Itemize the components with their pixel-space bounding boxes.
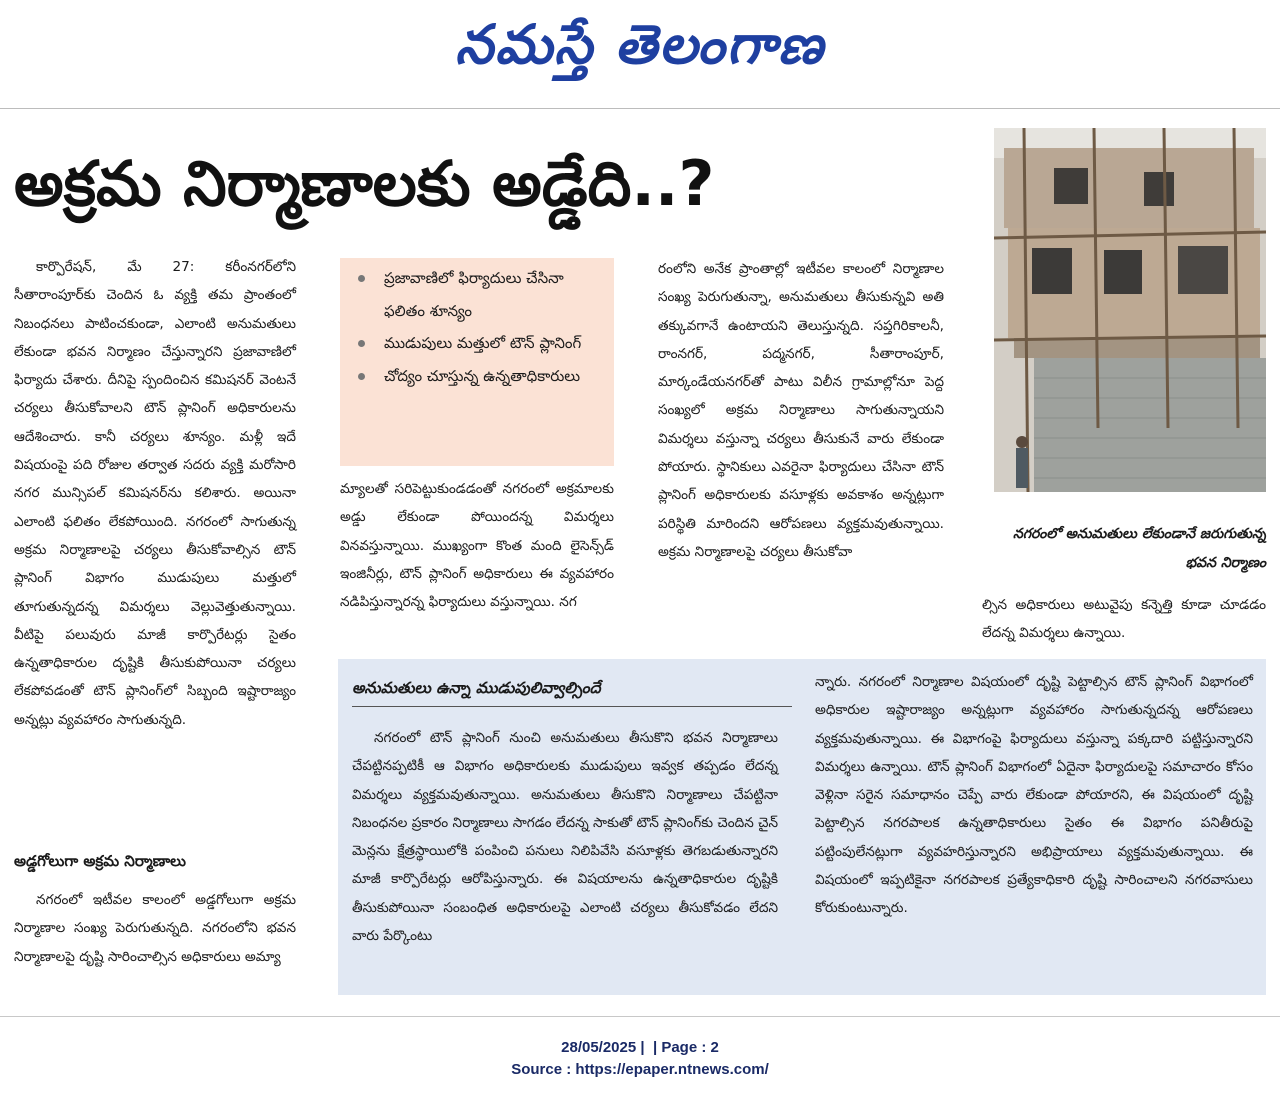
page-number: Page : 2 — [661, 1039, 719, 1056]
box-heading: అనుమతులు ఉన్నా ముడుపులివ్వాల్సిందే — [352, 679, 601, 697]
separator: | — [640, 1039, 645, 1056]
box-heading-underline — [352, 706, 792, 707]
newspaper-logo: నమస్తే తెలంగాణ — [455, 13, 825, 76]
footer-divider — [0, 1016, 1280, 1017]
article-column-1 — [14, 253, 296, 734]
article-paragraph: మ్యాలతో సరిపెట్టుకుండడంతో నగరంలో అక్రమాలకు అడ్డు లేకుండా పోయిందన్న విమర్శలు వినవస్తున్నాయి. ముఖ్యంగా కొంత మంది లైసెన్స్‌డ్ ఇంజినీర్లు, టౌన్ ప్లానింగ్ అధికారులు ఈ వ్యవహారం నడిపిస్తున్నారన్న ఫిర్యాదులు వస్తున్నాయి. నగ — [340, 481, 614, 611]
article-headline: అక్రమ నిర్మాణాలకు అడ్డేది..? — [14, 147, 715, 220]
highlight-text: చోద్యం చూస్తున్న ఉన్నతాధికారులు — [384, 366, 581, 385]
construction-photo — [994, 128, 1266, 492]
box-paragraph: న్నారు. నగరంలో నిర్మాణాల విషయంలో దృష్టి పెట్టాల్సిన టౌన్ ప్లానింగ్ విభాగంలో అధికారుల ఇష్టారాజ్యం అన్నట్లుగా వ్యవహారం సాగుతున్నదన్న ఆరోపణలు వ్యక్తమవుతున్నాయి. ఈ విభాగంపై ఫిర్యాదులు వస్తున్నా పక్కదారి పట్టిస్తున్నారని విమర్శలు ఉన్నాయి. టౌన్ ప్లానింగ్ విభాగంలో ఏదైనా ఫిర్యాదులపై సమాచారం కోసం వెళ్లినా సరైన సమాధానం చెప్పే వారు లేకుండా పోయారని, ఈ విషయంలో దృష్టి పెట్టాల్సిన నగరపాలక ఉన్నతాధికారులు సైతం ఈ విభాగం పనితీరుపై పట్టింపులేనట్లుగా వ్యవహరిస్తున్నారని అభిప్రాయాలు వ్యక్తమవుతున్నాయి. ఈ విషయంలో ఇప్పటికైనా నగరపాలక ప్రత్యేకాధికారి దృష్టి సారించాలని నగరవాసులు కోరుకుంటున్నారు. — [815, 674, 1253, 917]
box-paragraph: నగరంలో టౌన్ ప్లానింగ్ నుంచి అనుమతులు తీసుకొని భవన నిర్మాణాలు చేపట్టినప్పటికీ ఆ విభాగం అధికారులకు ముడుపులు ఇవ్వక తప్పడం లేదన్న విమర్శలు వ్యక్తమవుతున్నాయి. అనుమతులు తీసుకొని నిర్మాణాలు చేపట్టినా నిబంధనల ప్రకారం నిర్మాణాలు సాగడం లేదన్న సాకుతో టౌన్ ప్లానింగ్‌కు చెందిన చైన్ మెన్లను క్షేత్రస్థాయిలోకి పంపించి పనులు నిలిపివేసి వసూళ్లకు తెగబడుతున్నారని మాజీ కార్పొరేటర్లు ఆరోపిస్తున్నారు. ఈ విషయాలను ఉన్నతాధికారుల దృష్టికి తీసుకుపోయినా సంబంధిత అధికారులపై ఎలాంటి చర్యలు తీసుకోవడం లేదని వారు పేర్కొంటు — [352, 730, 778, 945]
building-image — [994, 128, 1266, 492]
article-paragraph: నగరంలో ఇటీవల కాలంలో అడ్డగోలుగా అక్రమ నిర్మాణాల సంఖ్య పెరుగుతున్నది. నగరంలోని భవన నిర్మాణాలపై దృష్టి సారించాల్సిన అధికారులు అమ్యా — [14, 892, 296, 965]
article-column-1-continued — [14, 886, 296, 971]
separator: | — [652, 1039, 658, 1056]
article-column-3 — [658, 255, 944, 566]
photo-caption: నగరంలో అనుమతులు లేకుండానే జరుగుతున్న భవన నిర్మాణం — [1013, 526, 1266, 571]
masthead-divider — [0, 108, 1280, 109]
bullet-icon — [358, 275, 365, 282]
box-column-1 — [352, 724, 778, 950]
article-paragraph: రంలోని అనేక ప్రాంతాల్లో ఇటీవల కాలంలో నిర్మాణాల సంఖ్య పెరుగుతున్నా, అనుమతులు తీసుకున్నవి అతి తక్కువగానే ఉంటాయని తెలుస్తున్నది. సప్తగిరికాలనీ, రాంనగర్, పద్మనగర్, సీతారాంపూర్, మార్కండేయనగర్‌తో పాటు విలీన గ్రామాల్లోనూ పెద్ద సంఖ్యలో అక్రమ నిర్మాణాలు సాగుతున్నాయని విమర్శలు వస్తున్నా చర్యలు తీసుకునే వారు లేకుండా పోయారు. స్థానికులు ఎవరైనా ఫిర్యాదులు చేసినా టౌన్ ప్లానింగ్ అధికారులకు వసూళ్లకు అవకాశం అన్నట్లుగా పరిస్థితి మారిందని ఆరోపణలు వ్యక్తమవుతున్నాయి. అక్రమ నిర్మాణాలపై చర్యలు తీసుకోవా — [658, 261, 944, 560]
highlights-box — [340, 258, 614, 466]
footer-date-line — [0, 1039, 1280, 1056]
highlight-item — [356, 262, 604, 327]
article-paragraph: కార్పొరేషన్, మే 27: కరీంనగర్‌లోని సీతారాంపూర్‌కు చెందిన ఓ వ్యక్తి తమ ప్రాంతంలో నిబంధనలు పాటించకుండా, ఎలాంటి అనుమతులు లేకుండా భవన నిర్మాణం చేస్తున్నారని ప్రజావాణిలో ఫిర్యాదు చేశారు. దీనిపై స్పందించిన కమిషనర్ వెంటనే చర్యలు తీసుకోవాలని టౌన్ ప్లానింగ్ అధికారులను ఆదేశించారు. కానీ చర్యలు శూన్యం. మళ్లీ ఇదే విషయంపై పది రోజుల తర్వాత సదరు వ్యక్తి మరోసారి నగర మున్సిపల్ కమిషనర్‌ను కలిశారు. అయినా ఎలాంటి ఫలితం లేకపోయింది. నగరంలో సాగుతున్న అక్రమ నిర్మాణాలపై చర్యలు తీసుకోవాల్సిన టౌన్ ప్లానింగ్ విభాగం ముడుపులు మత్తులో తూగుతున్నదన్న విమర్శలు వెల్లువెత్తుతున్నాయి. వీటిపై పలువురు మాజీ కార్పొరేటర్లు సైతం ఉన్నతాధికారుల దృష్టికి తీసుకుపోయినా చర్యలు లేకపోవడంతో టౌన్ ప్లానింగ్‌లో సిబ్బంది ఇష్టారాజ్యం అన్నట్లు వ్యవహారం సాగుతున్నది. — [14, 259, 296, 728]
article-column-2 — [340, 475, 614, 616]
highlight-text: ముడుపులు మత్తులో టౌన్ ప్లానింగ్ — [384, 334, 582, 352]
publication-date: 28/05/2025 — [561, 1039, 637, 1056]
masthead — [0, 0, 1280, 100]
source-link[interactable]: Source : https://epaper.ntnews.com/ — [511, 1061, 769, 1078]
highlight-item — [356, 327, 604, 360]
box-column-2 — [815, 668, 1253, 923]
highlight-item — [356, 360, 604, 393]
article-paragraph: ల్సిన అధికారులు అటువైపు కన్నెత్తి కూడా చూడడం లేదన్న విమర్శలు ఉన్నాయి. — [982, 597, 1266, 642]
bullet-icon — [358, 340, 365, 347]
article-column-4 — [982, 591, 1266, 648]
highlight-text: ప్రజావాణిలో ఫిర్యాదులు చేసినా ఫలితం శూన్యం — [384, 269, 564, 320]
article-subheading: అడ్డగోలుగా అక్రమ నిర్మాణాలు — [14, 852, 186, 870]
bullet-icon — [358, 373, 365, 380]
